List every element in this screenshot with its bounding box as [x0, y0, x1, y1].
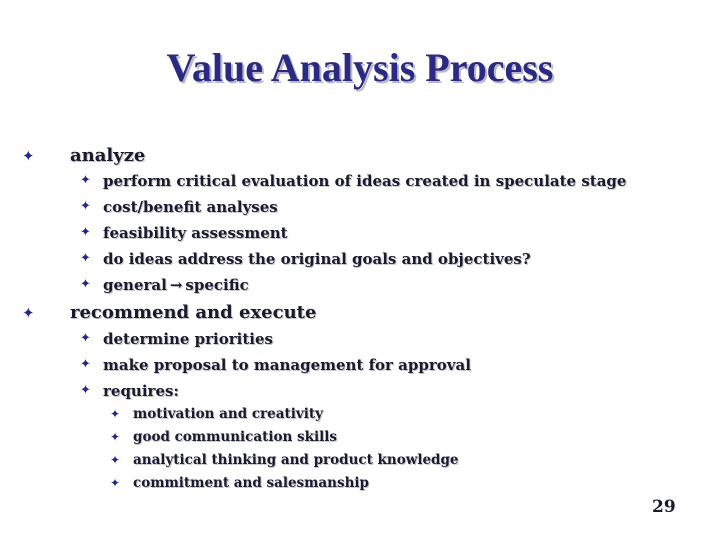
list-item-text: do ideas address the original goals and objectives? [103, 250, 531, 268]
right-arrow-icon: → [169, 276, 183, 294]
bullet-icon: ✦ [80, 383, 91, 398]
sub-list-item-text: analytical thinking and product knowledge [133, 452, 459, 468]
list-item-text: perform critical evaluation of ideas created in speculate stage [103, 172, 627, 190]
bullet-icon: ✦ [80, 331, 91, 346]
sub-list-item-text: motivation and creativity [133, 406, 323, 422]
page-number: 29 [652, 497, 676, 517]
slide-title: Value Analysis Process [166, 45, 554, 90]
list-item-text [103, 276, 249, 294]
list-item-text: cost/benefit analyses [103, 198, 278, 216]
specific-text: specific [185, 276, 249, 294]
list-item-text: requires: [103, 382, 179, 400]
section-label: recommend and execute [70, 302, 317, 323]
bullet-icon: ✦ [80, 173, 91, 188]
bullet-icon: ✦ [110, 407, 121, 421]
list-item-text: make proposal to management for approval [103, 356, 471, 374]
bullet-icon: ✦ [110, 476, 121, 490]
bullet-icon: ✦ [80, 357, 91, 372]
bullet-icon: ✦ [110, 430, 121, 444]
bullet-icon: ✦ [80, 225, 91, 240]
list-item-text: determine priorities [103, 330, 273, 348]
list-item-text: feasibility assessment [103, 224, 288, 242]
bullet-icon: ✦ [80, 199, 91, 214]
bullet-icon: ✦ [22, 147, 35, 165]
bullet-icon: ✦ [22, 304, 35, 322]
bullet-icon: ✦ [110, 453, 121, 467]
bullet-icon: ✦ [80, 251, 91, 266]
sub-list-item-text: good communication skills [133, 429, 337, 445]
general-text: general [103, 276, 167, 294]
section-label: analyze [70, 145, 146, 166]
sub-list-item-text: commitment and salesmanship [133, 475, 369, 491]
bullet-icon: ✦ [80, 277, 91, 292]
